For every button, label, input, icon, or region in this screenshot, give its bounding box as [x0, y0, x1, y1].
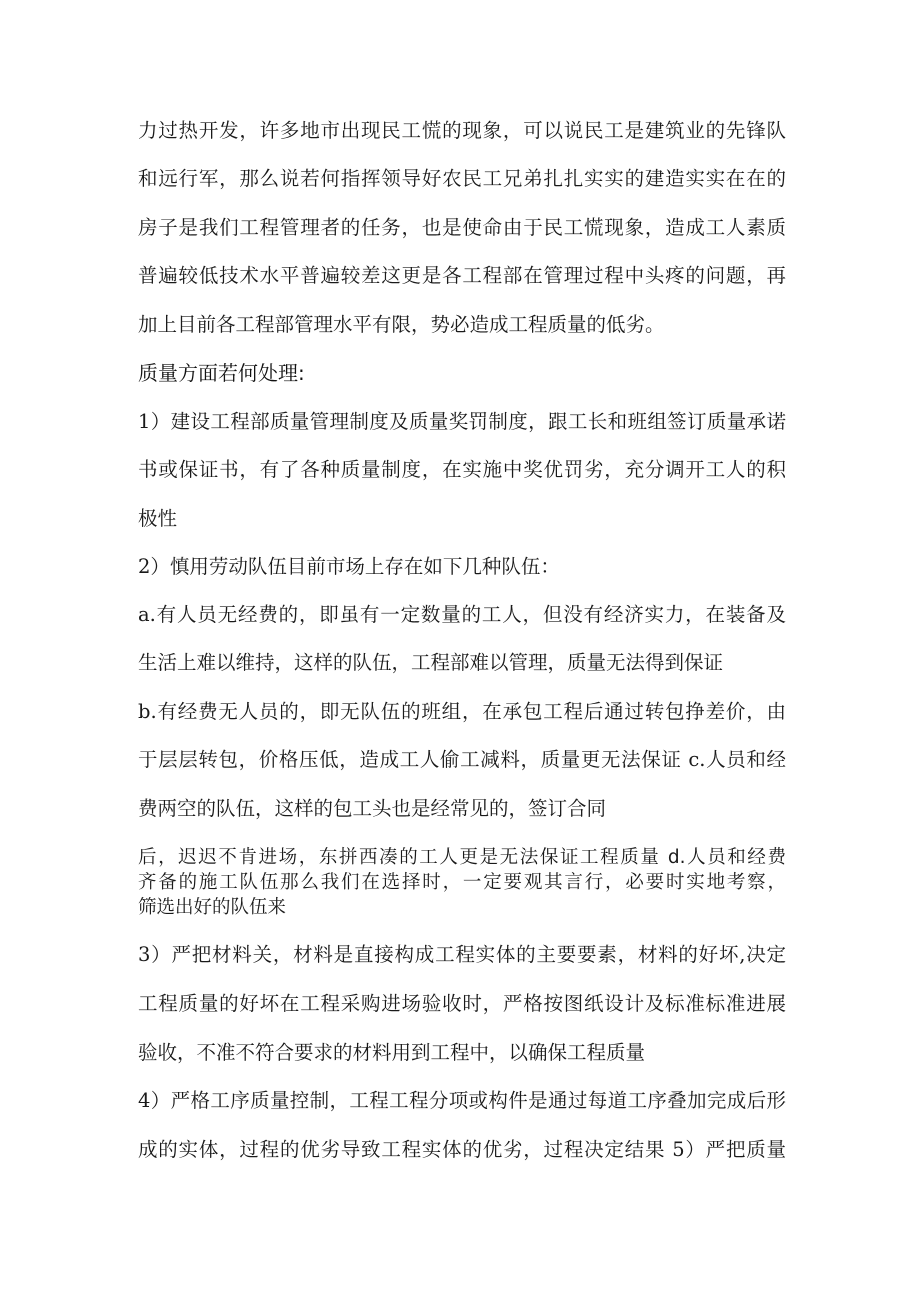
list-item-line: 验收，不准不符合要求的材料用到工程中，以确保工程质量: [138, 1041, 646, 1064]
list-item-line: 工程质量的好坏在工程采购进场验收时，严格按图纸设计及标准标准进展: [138, 992, 786, 1015]
list-item-line: 2）慎用劳动队伍目前市场上存在如下几种队伍：: [138, 555, 560, 578]
list-item-line: 1）建设工程部质量管理制度及质量奖罚制度，跟工长和班组签订质量承诺: [138, 410, 786, 433]
list-item-line: 生活上难以维持，这样的队伍，工程部难以管理，质量无法得到保证: [138, 651, 724, 674]
paragraph-line: 普遍较低技术水平普遍较差这更是各工程部在管理过程中头疼的问题，再: [138, 264, 786, 287]
section-heading: 质量方面若何处理:: [138, 361, 305, 385]
list-item-line: 成的实体，过程的优劣导致工程实体的优劣，过程决定结果 5）严把质量: [138, 1138, 786, 1161]
paragraph-line: 和远行军，那么说若何指挥领导好农民工兄弟扎扎实实的建造实实在在的: [138, 167, 786, 190]
list-item-line: 费两空的队伍，这样的包工头也是经常见的，签订合同: [138, 797, 607, 820]
list-item-line: 3）严把材料关，材料是直接构成工程实体的主要要素，材料的好坏,决定: [138, 943, 786, 966]
paragraph-line: 力过热开发，许多地市出现民工慌的现象，可以说民工是建筑业的先锋队: [138, 119, 786, 142]
list-item-line: b.有经费无人员的，即无队伍的班组，在承包工程后通过转包挣差价，由: [138, 700, 786, 723]
list-item-line: 极性: [138, 507, 178, 530]
list-item-line: 齐备的施工队伍那么我们在选择时，一定要观其言行，必要时实地考察，: [138, 872, 786, 893]
list-item-line: 于层层转包，价格压低，造成工人偷工减料，质量更无法保证 c.人员和经: [138, 748, 786, 771]
list-item-line: 4）严格工序质量控制，工程工程分项或构件是通过每道工序叠加完成后形: [138, 1089, 786, 1112]
list-item-line: a.有人员无经费的，即虽有一定数量的工人，但没有经济实力，在装备及: [138, 603, 786, 626]
list-item-line: 筛选出好的队伍来: [138, 897, 287, 918]
list-item-line: 后，迟迟不肯进场，东拼西凑的工人更是无法保证工程质量 d.人员和经费: [138, 847, 786, 868]
paragraph-line: 加上目前各工程部管理水平有限，势必造成工程质量的低劣。: [138, 313, 665, 336]
paragraph-line: 房子是我们工程管理者的任务，也是使命由于民工慌现象，造成工人素质: [138, 216, 786, 239]
list-item-line: 书或保证书，有了各种质量制度，在实施中奖优罚劣，充分调开工人的积: [138, 458, 786, 481]
